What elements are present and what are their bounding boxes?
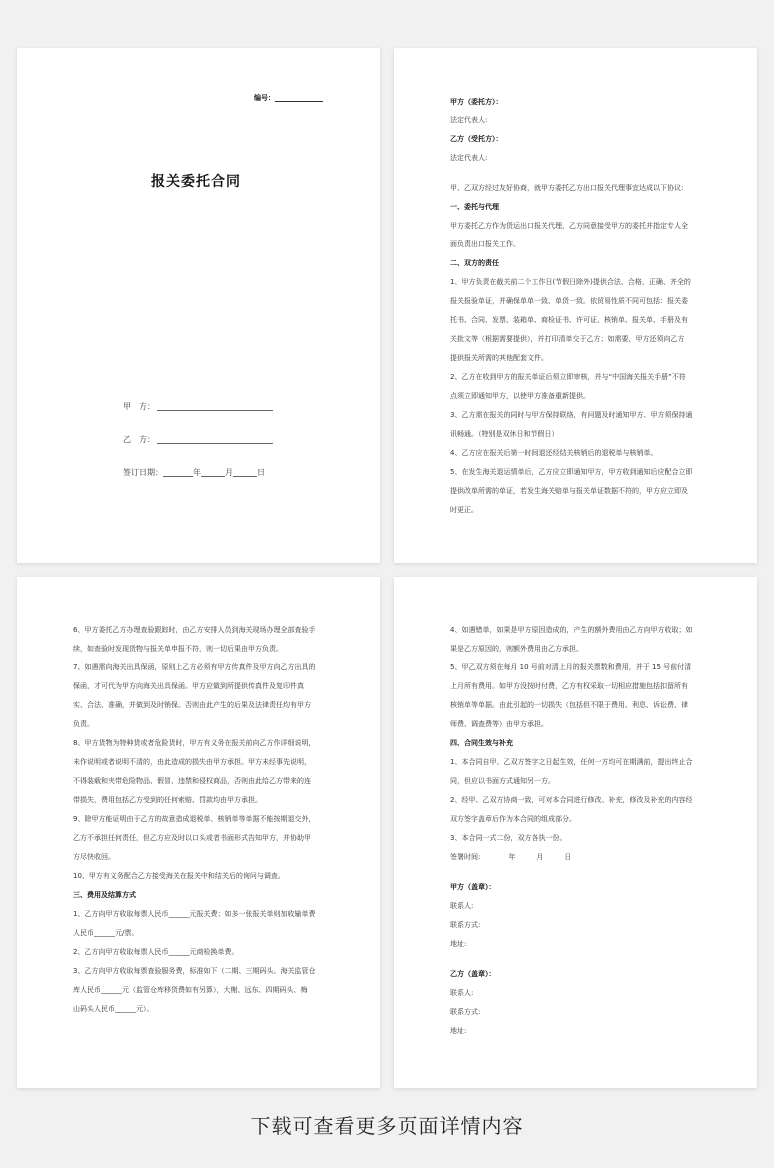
page-line: 2、乙方在收到甲方的报关单证后须立即审核，并与“中国海关报关手册”不符 <box>450 373 686 381</box>
page-line: 法定代表人: <box>450 154 488 162</box>
sign-date-day-label: 日 <box>257 468 265 477</box>
contract-page-3 <box>17 577 380 1088</box>
page-line: 3、乙方需在报关的同时与甲方保持联络，有问题及时通知甲方、甲方须保持通 <box>450 411 693 419</box>
page-line: 关批文等（根据需要提供），并打印清单交于乙方；如需要，甲方还须向乙方 <box>450 335 685 343</box>
party-b-field <box>123 434 273 445</box>
page-line: 3、本合同一式二份，双方各执一份。 <box>450 834 567 842</box>
page-line: 联系方式: <box>450 921 481 929</box>
page-line: 1、乙方向甲方收取每票人民币______元报关费；如多一张报关单则加收输单费 <box>73 910 316 918</box>
party-a-heading: 甲方（委托方）： <box>450 98 503 106</box>
page-line: 5、在发生海关退运情单后，乙方应立即通知甲方，甲方收到通知后应配合立即 <box>450 468 693 476</box>
page-line: 9、除甲方能证明由于乙方的故意造成退税单、核销单等单据不能按期退交外， <box>73 815 316 823</box>
page-line: 地址: <box>450 940 467 948</box>
page-line: 法定代表人: <box>450 116 488 124</box>
page-line: 1、甲方负责在截关前二个工作日(节假日除外)提供合法、合格、正确、齐全的 <box>450 278 691 286</box>
page-line: 点须立即通知甲方，以使甲方准备重新提供。 <box>450 392 590 400</box>
page-line: 8、甲方货物为特种货或者危险货时，甲方有义务在报关前向乙方作详细说明， <box>73 739 316 747</box>
page-line: 2、乙方向甲方收取每票人民币______元商检换单费。 <box>73 948 239 956</box>
page-line: 人民币______元/票。 <box>73 929 139 937</box>
download-prompt[interactable]: 下载可查看更多页面详情内容 <box>250 1114 524 1138</box>
page-line: 师费、调查费等）由甲方承担。 <box>450 720 548 728</box>
party-a-field <box>123 401 273 412</box>
page-line: 讯畅通。（特别是双休日和节假日） <box>450 430 559 438</box>
section-heading: 三、费用及结算方式 <box>73 891 136 899</box>
page-line: 6、甲方委托乙方办理查验跟踪时，由乙方安排人员到海关现场办理全部查验手 <box>73 626 316 634</box>
page-line: 10、甲方有义务配合乙方接受海关在报关中和结关后的询问与调查。 <box>73 872 285 880</box>
contract-cover-page <box>17 48 380 563</box>
party-b-seal-heading: 乙方（盖章）： <box>450 970 496 978</box>
sign-date-year-line <box>163 476 193 477</box>
sign-date-year-label: 年 <box>193 468 201 477</box>
sign-date-label: 签订日期： <box>123 468 163 477</box>
page-line: 地址: <box>450 1027 467 1035</box>
page-line: 保函，才可代为甲方向海关出具保函。甲方应做到所提供传真件及复印件真 <box>73 682 304 690</box>
section-heading: 一、委托与代理 <box>450 203 499 211</box>
page-line: 甲、乙双方经过友好协商，就甲方委托乙方出口报关代理事宜达成以下协议: <box>450 184 684 192</box>
contract-number-line <box>275 101 323 102</box>
page-line: 时更正。 <box>450 506 478 514</box>
page-line: 库人民币______元（监管仓库移货费如有另算），大榭、远东、四期码头、梅 <box>73 986 308 994</box>
page-line: 面负责出口报关工作。 <box>450 240 520 248</box>
page-line: 上月所有费用。如甲方没按时付费，乙方有权采取一切相应措施包括扣留所有 <box>450 682 688 690</box>
page-line: 同，但应以书面方式通知另一方。 <box>450 777 555 785</box>
contract-page-4 <box>394 577 757 1088</box>
sign-date-month-label: 月 <box>225 468 233 477</box>
party-b-line <box>157 443 273 444</box>
party-a-line <box>157 410 273 411</box>
party-b-label: 乙 方： <box>123 435 155 444</box>
document-title: 报关委托合同 <box>151 174 241 190</box>
signing-time: 签署时间: 年 月 日 <box>450 853 572 861</box>
contract-number-field <box>254 93 323 103</box>
page-line: 方尽快收回。 <box>73 853 115 861</box>
section-heading: 二、双方的责任 <box>450 259 499 267</box>
page-line: 联系人: <box>450 902 474 910</box>
page-line: 4、乙方应在报关后第一时间退还经结关核销后的退税单与核销单。 <box>450 449 658 457</box>
page-line: 乙方不承担任何责任，但乙方应及时以口头或者书面形式告知甲方，并协助甲 <box>73 834 311 842</box>
page-line: 实、合法、准确，并做到及时销保。否则由此产生的后果及法律责任均有甲方 <box>73 701 311 709</box>
party-a-seal-heading: 甲方（盖章）： <box>450 883 496 891</box>
page-line: 1、本合同自甲、乙双方签字之日起生效，任何一方均可在期满前，提出终止合 <box>450 758 693 766</box>
sign-date-month-line <box>201 476 225 477</box>
page-line: 续，如查验时发现货物与报关单申报不符，则一切后果由甲方负责。 <box>73 645 283 653</box>
page-line: 联系方式: <box>450 1008 481 1016</box>
page-line: 核销单等单据。由此引起的一切损失（包括但不限于费用、利息、诉讼费、律 <box>450 701 688 709</box>
page-line: 7、如遇需向海关出具保函，原则上乙方必须有甲方传真件及甲方向乙方出具的 <box>73 663 316 671</box>
page-line: 果是乙方原因的，则额外费用由乙方承担。 <box>450 645 583 653</box>
page-line: 报关报验单证，并确保单单一致、单货一致。依贸易性质不同可包括：报关委 <box>450 297 688 305</box>
page-line: 负责。 <box>73 720 94 728</box>
page-line: 不得装载和夹带危险物品、假冒、违禁和侵权商品，否则由此给乙方带来的连 <box>73 777 311 785</box>
page-line: 提供报关所需的其他配套文件。 <box>450 354 548 362</box>
page-line: 联系人: <box>450 989 474 997</box>
page-line: 2、经甲、乙双方协商一致，可对本合同进行修改、补充，修改及补充的内容经 <box>450 796 693 804</box>
page-line: 5、甲乙双方须在每月 10 号前对清上月的报关票数和费用，并于 15 号前付清 <box>450 663 692 671</box>
sign-date-day-line <box>233 476 257 477</box>
party-b-heading: 乙方（受托方）： <box>450 135 503 143</box>
contract-page-2 <box>394 48 757 563</box>
page-line: 双方签字盖章后作为本合同的组成部分。 <box>450 815 576 823</box>
contract-number-label: 编号： <box>254 94 275 102</box>
page-line: 3、乙方向甲方收取每票查验服务费，标准如下（二期、三期码头、海关监管仓 <box>73 967 316 975</box>
page-line: 甲方委托乙方作为货运出口报关代理，乙方同意接受甲方的委托并指定专人全 <box>450 222 688 230</box>
page-line: 托书、合同、发票、装箱单、商检证书、许可证、核销单、报关单、手册及有 <box>450 316 688 324</box>
page-line: 带损失，费用包括乙方受到的任何索赔、罚款均由甲方承担。 <box>73 796 262 804</box>
page-line: 提供改单所需的单证，若发生海关赔单与报关单证数据不符的，甲方应立即及 <box>450 487 688 495</box>
section-heading: 四、合同生效与补充 <box>450 739 513 747</box>
page-line: 4、如遇错单，如果是甲方原因造成的，产生的额外费用由乙方向甲方收取；如 <box>450 626 693 634</box>
sign-date-field <box>123 467 265 478</box>
page-line: 山码头人民币______元）。 <box>73 1005 154 1013</box>
page-line: 未作说明或者说明不清的，由此造成的损失由甲方承担。甲方未经事先说明， <box>73 758 311 766</box>
party-a-label: 甲 方： <box>123 402 155 411</box>
